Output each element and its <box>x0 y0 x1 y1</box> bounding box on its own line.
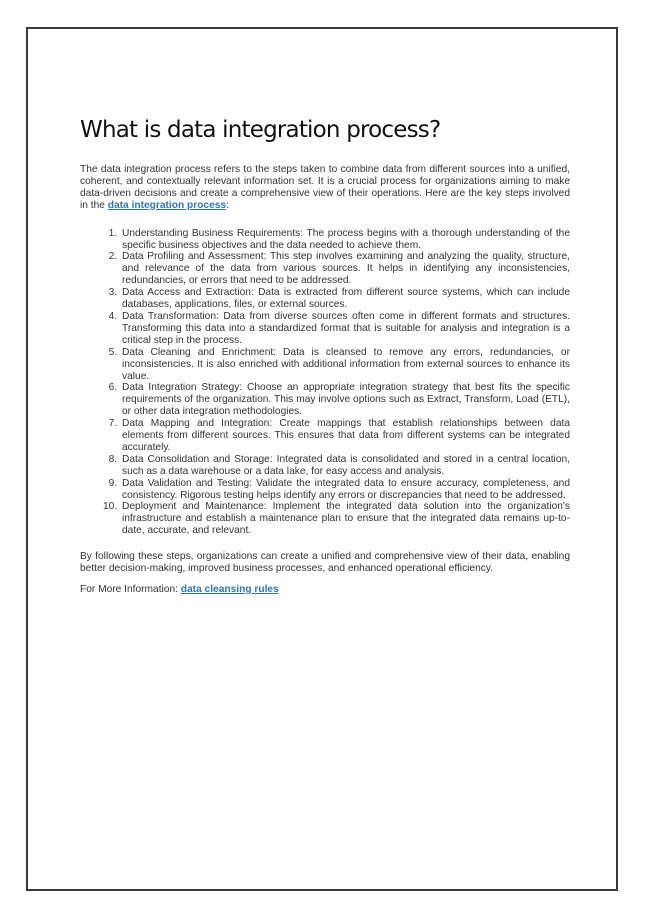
data-cleansing-rules-link[interactable]: data cleansing rules <box>180 584 279 595</box>
list-item: 7. Data Mapping and Integration: Create mappings that establish relationships between data elements from different sources. This ensures that data from different systems can be integrated accurately. <box>120 418 570 454</box>
list-item: 1. Understanding Business Requirements: The process begins with a thorough understanding of the specific business objectives and the data needed to achieve them. <box>120 228 570 252</box>
list-item: 2. Data Profiling and Assessment: This step involves examining and analyzing the quality, structure, and relevance of the data from various sources. It helps in identifying any inconsistencies, redundancies, or errors that need to be addressed. <box>120 251 570 287</box>
list-item: 6. Data Integration Strategy: Choose an appropriate integration strategy that best fits the specific requirements of the organization. This may involve options such as Extract, Transform, Load (ETL), or other data integration methodologies. <box>120 382 570 418</box>
list-item: 8. Data Consolidation and Storage: Integrated data is consolidated and stored in a central location, such as a data warehouse or a data lake, for easy access and analysis. <box>120 454 570 478</box>
document-body <box>80 89 570 606</box>
data-integration-process-link[interactable]: data integration process <box>107 199 227 211</box>
page-frame <box>26 27 618 891</box>
steps-list <box>80 228 570 538</box>
list-item: 10. Deployment and Maintenance: Implement the integrated data solution into the organization's infrastructure and establish a maintenance plan to ensure that the integrated data remains up-to-date, accurate, and relevant. <box>120 501 570 537</box>
more-info-label: For More Information: <box>80 584 181 595</box>
list-item: 9. Data Validation and Testing: Validate the integrated data to ensure accuracy, completeness, and consistency. Rigorous testing helps identify any errors or discrepancies that need to be addressed. <box>120 478 570 502</box>
list-item: 5. Data Cleaning and Enrichment: Data is cleansed to remove any errors, redundancies, or inconsistencies. It is also enriched with additional information from external sources to enhance its value. <box>120 347 570 383</box>
more-info-line <box>80 584 570 596</box>
intro-paragraph <box>80 164 570 212</box>
intro-end: : <box>226 199 229 211</box>
list-item: 4. Data Transformation: Data from diverse sources often come in different formats and structures. Transforming this data into a standardized format that is suitable for analysis and integration is a critical step in the process. <box>120 311 570 347</box>
list-item: 3. Data Access and Extraction: Data is extracted from different source systems, which can include databases, applications, files, or external sources. <box>120 287 570 311</box>
page-title: What is data integration process? <box>80 117 441 143</box>
intro-text: The data integration process refers to the steps taken to combine data from different sources into a unified, coherent, and contextually relevant information set. It is a crucial process for organizations aiming to make data-driven decisions and create a comprehensive view of their operations. Here are the key steps involved in the <box>80 164 570 211</box>
closing-paragraph: By following these steps, organizations can create a unified and comprehensive view of their data, enabling better decision-making, improved business processes, and enhanced operational efficiency. <box>80 551 570 575</box>
